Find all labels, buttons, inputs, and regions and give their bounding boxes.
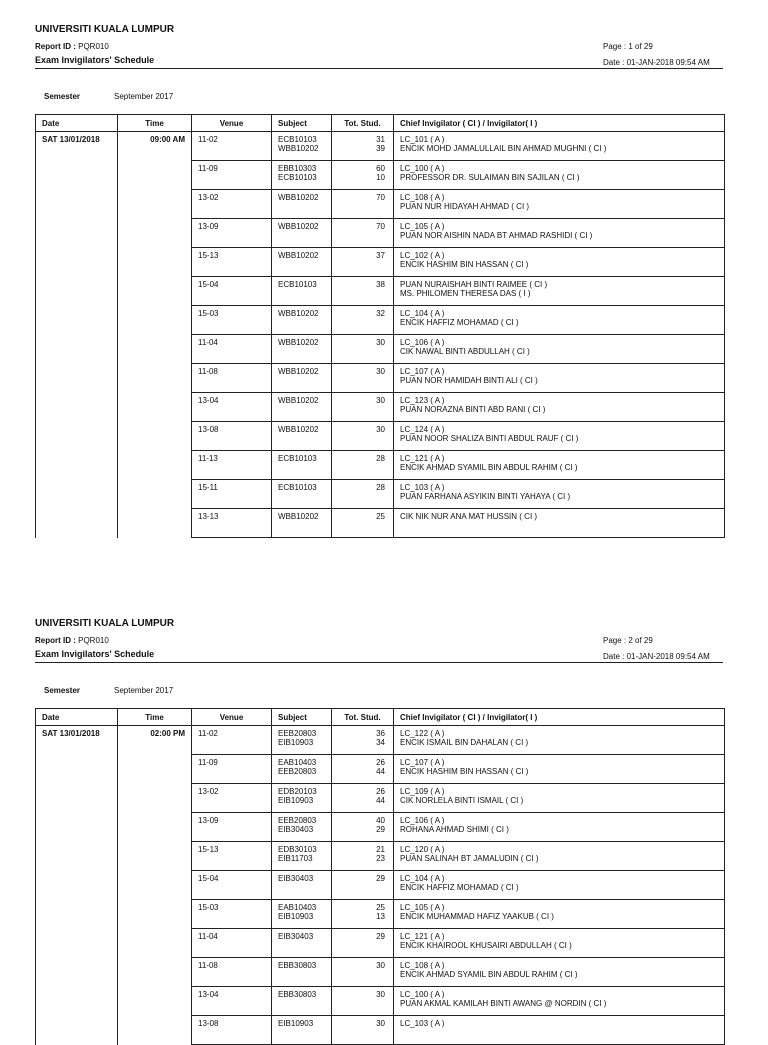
student-count-cell	[332, 842, 394, 871]
report-name: Exam Invigilators' Schedule	[35, 649, 155, 659]
exam-time: 09:00 AM	[118, 132, 192, 538]
subject-cell	[272, 813, 332, 842]
invigilator-cell	[394, 480, 725, 509]
venue-cell: 15-04	[192, 871, 272, 900]
col-header-venue: Venue	[192, 709, 272, 726]
invigilator-cell	[394, 277, 725, 306]
student-count: 23	[376, 854, 385, 863]
invigilator-entry: LC_101 ( A )	[400, 135, 445, 144]
invigilator-entry: ENCIK ISMAIL BIN DAHALAN ( CI )	[400, 738, 529, 747]
invigilator-cell	[394, 1016, 725, 1045]
subject-cell	[272, 393, 332, 422]
student-count: 26	[376, 758, 385, 767]
invigilator-entry: PUAN AKMAL KAMILAH BINTI AWANG @ NORDIN ( CI )	[400, 999, 607, 1008]
student-count-cell	[332, 929, 394, 958]
student-count: 28	[376, 483, 385, 492]
venue-cell: 11-13	[192, 451, 272, 480]
student-count: 44	[376, 767, 385, 776]
venue-cell: 13-09	[192, 813, 272, 842]
subject-cell	[272, 755, 332, 784]
student-count-cell	[332, 335, 394, 364]
subject-code: WBB10202	[278, 193, 319, 202]
subject-code: EIB30403	[278, 874, 314, 883]
col-header-total-students: Tot. Stud.	[332, 709, 394, 726]
subject-cell	[272, 451, 332, 480]
invigilator-entry: PUAN FARHANA ASYIKIN BINTI YAHAYA ( CI )	[400, 492, 571, 501]
invigilator-cell	[394, 190, 725, 219]
invigilator-entry: PUAN NOOR SHALIZA BINTI ABDUL RAUF ( CI )	[400, 434, 579, 443]
subject-code: EIB11703	[278, 854, 313, 863]
venue-cell: 15-03	[192, 306, 272, 335]
exam-date: SAT 13/01/2018	[36, 132, 118, 538]
header-divider	[35, 662, 723, 663]
report-header	[0, 594, 768, 695]
student-count: 44	[376, 796, 385, 805]
subject-cell	[272, 190, 332, 219]
subject-code: WBB10202	[278, 425, 319, 434]
student-count-cell	[332, 958, 394, 987]
invigilator-entry: PUAN NOR AISHIN NADA BT AHMAD RASHIDI ( CI )	[400, 231, 593, 240]
student-count: 70	[376, 193, 385, 202]
subject-code: EIB30403	[278, 932, 314, 941]
col-header-invigilators: Chief Invigilator ( CI ) / Invigilator( I )	[394, 115, 725, 132]
invigilator-entry: ENCIK HAFFIZ MOHAMAD ( CI )	[400, 883, 519, 892]
subject-code: EAB10403	[278, 903, 317, 912]
student-count-cell	[332, 422, 394, 451]
subject-code: EAB10403	[278, 758, 317, 767]
student-count-cell	[332, 900, 394, 929]
venue-cell: 15-11	[192, 480, 272, 509]
report-header	[0, 0, 768, 101]
invigilator-cell	[394, 871, 725, 900]
invigilator-entry: LC_121 ( A )	[400, 454, 445, 463]
invigilator-entry: LC_120 ( A )	[400, 845, 445, 854]
invigilator-cell	[394, 987, 725, 1016]
invigilator-cell	[394, 726, 725, 755]
invigilator-entry: LC_102 ( A )	[400, 251, 445, 260]
student-count: 30	[376, 1019, 385, 1028]
venue-cell: 15-13	[192, 842, 272, 871]
student-count-cell	[332, 451, 394, 480]
venue-cell: 11-09	[192, 755, 272, 784]
exam-time: 02:00 PM	[118, 726, 192, 1045]
col-header-subject: Subject	[272, 115, 332, 132]
invigilator-cell	[394, 900, 725, 929]
col-header-date: Date	[36, 115, 118, 132]
table-row	[36, 132, 725, 161]
subject-cell	[272, 929, 332, 958]
venue-cell: 13-08	[192, 422, 272, 451]
semester-value: September 2017	[114, 92, 174, 101]
invigilator-entry: LC_106 ( A )	[400, 816, 445, 825]
subject-code: ECB10103	[278, 454, 317, 463]
invigilator-entry: LC_103 ( A )	[400, 1019, 445, 1028]
university-name: UNIVERSITI KUALA LUMPUR	[35, 24, 175, 35]
invigilator-entry: ROHANA AHMAD SHIMI ( CI )	[400, 825, 509, 834]
invigilator-cell	[394, 132, 725, 161]
invigilator-entry: LC_107 ( A )	[400, 367, 445, 376]
col-header-venue: Venue	[192, 115, 272, 132]
subject-code: EIB10903	[278, 796, 314, 805]
semester-label: Semester	[44, 92, 81, 101]
subject-cell	[272, 277, 332, 306]
invigilator-cell	[394, 842, 725, 871]
venue-cell: 11-09	[192, 161, 272, 190]
table-header-row	[36, 709, 725, 726]
subject-code: ECB10103	[278, 173, 317, 182]
semester-label: Semester	[44, 686, 81, 695]
subject-code: EEB20803	[278, 729, 317, 738]
invigilator-entry: PUAN SALINAH BT JAMALUDIN ( CI )	[400, 854, 539, 863]
invigilator-cell	[394, 929, 725, 958]
invigilator-entry: LC_123 ( A )	[400, 396, 445, 405]
subject-code: EBB30803	[278, 990, 317, 999]
invigilator-cell	[394, 784, 725, 813]
invigilator-entry: LC_121 ( A )	[400, 932, 445, 941]
invigilator-entry: CIK NORLELA BINTI ISMAIL ( CI )	[400, 796, 524, 805]
subject-cell	[272, 161, 332, 190]
invigilator-entry: ENCIK HASHIM BIN HASSAN ( CI )	[400, 767, 529, 776]
col-header-time: Time	[118, 115, 192, 132]
student-count-cell	[332, 190, 394, 219]
report-page-1	[0, 0, 768, 521]
student-count: 40	[376, 816, 385, 825]
student-count-cell	[332, 1016, 394, 1045]
student-count-cell	[332, 306, 394, 335]
venue-cell: 13-02	[192, 190, 272, 219]
student-count: 30	[376, 425, 385, 434]
student-count: 10	[376, 173, 385, 182]
student-count-cell	[332, 132, 394, 161]
student-count: 25	[376, 512, 385, 521]
subject-cell	[272, 132, 332, 161]
invigilator-cell	[394, 509, 725, 538]
student-count-cell	[332, 248, 394, 277]
invigilator-cell	[394, 958, 725, 987]
invigilator-entry: ENCIK AHMAD SYAMIL BIN ABDUL RAHIM ( CI )	[400, 970, 578, 979]
venue-cell: 11-08	[192, 364, 272, 393]
col-header-invigilators: Chief Invigilator ( CI ) / Invigilator( I )	[394, 709, 725, 726]
subject-code: WBB10202	[278, 251, 319, 260]
subject-cell	[272, 958, 332, 987]
student-count-cell	[332, 393, 394, 422]
subject-cell	[272, 871, 332, 900]
student-count: 70	[376, 222, 385, 231]
invigilator-entry: LC_103 ( A )	[400, 483, 445, 492]
invigilator-entry: MS. PHILOMEN THERESA DAS ( I )	[400, 289, 531, 298]
venue-cell: 11-08	[192, 958, 272, 987]
student-count: 29	[376, 825, 385, 834]
invigilator-entry: PUAN NORAZNA BINTI ABD RANI ( CI )	[400, 405, 546, 414]
invigilator-entry: LC_100 ( A )	[400, 990, 445, 999]
subject-code: ECB10103	[278, 135, 317, 144]
subject-code: WBB10202	[278, 367, 319, 376]
invigilator-entry: LC_109 ( A )	[400, 787, 445, 796]
invigilator-cell	[394, 755, 725, 784]
student-count: 31	[376, 135, 385, 144]
venue-cell: 13-04	[192, 987, 272, 1016]
print-date: Date : 01-JAN-2018 09:54 AM	[603, 58, 710, 67]
invigilator-entry: LC_105 ( A )	[400, 222, 445, 231]
subject-cell	[272, 335, 332, 364]
subject-code: EDB20103	[278, 787, 317, 796]
invigilator-entry: ENCIK HASHIM BIN HASSAN ( CI )	[400, 260, 529, 269]
student-count: 30	[376, 396, 385, 405]
invigilator-entry: PUAN NURAISHAH BINTI RAIMEE ( CI )	[400, 280, 548, 289]
venue-cell: 11-02	[192, 726, 272, 755]
col-header-date: Date	[36, 709, 118, 726]
invigilator-entry: LC_124 ( A )	[400, 425, 445, 434]
subject-cell	[272, 726, 332, 755]
invigilator-entry: LC_104 ( A )	[400, 309, 445, 318]
invigilator-cell	[394, 364, 725, 393]
invigilator-cell	[394, 451, 725, 480]
student-count-cell	[332, 784, 394, 813]
invigilator-entry: LC_104 ( A )	[400, 874, 445, 883]
invigilator-cell	[394, 306, 725, 335]
col-header-subject: Subject	[272, 709, 332, 726]
page-number: Page : 1 of 29	[603, 42, 653, 51]
subject-cell	[272, 842, 332, 871]
exam-date: SAT 13/01/2018	[36, 726, 118, 1045]
subject-code: ECB10103	[278, 483, 317, 492]
subject-code: EIB10903	[278, 1019, 314, 1028]
subject-cell	[272, 422, 332, 451]
subject-code: WBB10202	[278, 144, 319, 153]
invigilator-entry: ENCIK AHMAD SYAMIL BIN ABDUL RAHIM ( CI )	[400, 463, 578, 472]
semester-value: September 2017	[114, 686, 174, 695]
student-count-cell	[332, 509, 394, 538]
subject-cell	[272, 509, 332, 538]
subject-code: ECB10103	[278, 280, 317, 289]
venue-cell: 15-04	[192, 277, 272, 306]
subject-cell	[272, 1016, 332, 1045]
subject-code: EDB30103	[278, 845, 317, 854]
subject-cell	[272, 248, 332, 277]
invigilator-entry: LC_105 ( A )	[400, 903, 445, 912]
report-page-2	[0, 594, 768, 1028]
student-count: 60	[376, 164, 385, 173]
invigilator-entry: LC_100 ( A )	[400, 164, 445, 173]
invigilator-table	[35, 114, 725, 538]
subject-code: WBB10202	[278, 338, 319, 347]
student-count: 37	[376, 251, 385, 260]
venue-cell: 11-04	[192, 335, 272, 364]
student-count: 13	[376, 912, 385, 921]
venue-cell: 15-03	[192, 900, 272, 929]
student-count: 26	[376, 787, 385, 796]
table-header-row	[36, 115, 725, 132]
invigilator-cell	[394, 161, 725, 190]
print-date: Date : 01-JAN-2018 09:54 AM	[603, 652, 710, 661]
student-count: 25	[376, 903, 385, 912]
student-count-cell	[332, 480, 394, 509]
invigilator-entry: PROFESSOR DR. SULAIMAN BIN SAJILAN ( CI )	[400, 173, 580, 182]
table-row	[36, 726, 725, 755]
invigilator-entry: LC_107 ( A )	[400, 758, 445, 767]
invigilator-entry: LC_108 ( A )	[400, 961, 445, 970]
invigilator-cell	[394, 248, 725, 277]
subject-code: WBB10202	[278, 512, 319, 521]
subject-cell	[272, 219, 332, 248]
student-count-cell	[332, 364, 394, 393]
subject-code: EIB30403	[278, 825, 314, 834]
student-count: 30	[376, 961, 385, 970]
subject-cell	[272, 306, 332, 335]
subject-code: EEB20803	[278, 816, 317, 825]
col-header-time: Time	[118, 709, 192, 726]
invigilator-entry: LC_122 ( A )	[400, 729, 445, 738]
page-number: Page : 2 of 29	[603, 636, 653, 645]
invigilator-cell	[394, 335, 725, 364]
subject-code: WBB10202	[278, 309, 319, 318]
student-count-cell	[332, 871, 394, 900]
col-header-total-students: Tot. Stud.	[332, 115, 394, 132]
student-count-cell	[332, 987, 394, 1016]
student-count: 30	[376, 990, 385, 999]
student-count-cell	[332, 755, 394, 784]
subject-cell	[272, 900, 332, 929]
venue-cell: 11-02	[192, 132, 272, 161]
subject-code: EEB20803	[278, 767, 317, 776]
subject-code: EBB30803	[278, 961, 317, 970]
subject-code: EBB10303	[278, 164, 317, 173]
student-count: 39	[376, 144, 385, 153]
university-name: UNIVERSITI KUALA LUMPUR	[35, 618, 175, 629]
report-name: Exam Invigilators' Schedule	[35, 55, 155, 65]
report-id: Report ID : PQR010	[35, 42, 109, 51]
student-count: 28	[376, 454, 385, 463]
subject-code: WBB10202	[278, 222, 319, 231]
invigilator-entry: ENCIK MUHAMMAD HAFIZ YAAKUB ( CI )	[400, 912, 554, 921]
subject-code: WBB10202	[278, 396, 319, 405]
invigilator-table	[35, 708, 725, 1045]
student-count: 34	[376, 738, 385, 747]
student-count: 38	[376, 280, 385, 289]
student-count: 36	[376, 729, 385, 738]
subject-cell	[272, 784, 332, 813]
student-count: 21	[376, 845, 385, 854]
venue-cell: 13-04	[192, 393, 272, 422]
report-id: Report ID : PQR010	[35, 636, 109, 645]
student-count-cell	[332, 219, 394, 248]
venue-cell: 13-13	[192, 509, 272, 538]
invigilator-entry: ENCIK MOHD JAMALULLAIL BIN AHMAD MUGHNI ( CI )	[400, 144, 607, 153]
venue-cell: 15-13	[192, 248, 272, 277]
invigilator-cell	[394, 219, 725, 248]
venue-cell: 13-09	[192, 219, 272, 248]
invigilator-cell	[394, 422, 725, 451]
venue-cell: 13-02	[192, 784, 272, 813]
subject-cell	[272, 987, 332, 1016]
invigilator-entry: CIK NIK NUR ANA MAT HUSSIN ( CI )	[400, 512, 538, 521]
invigilator-entry: PUAN NUR HIDAYAH AHMAD ( CI )	[400, 202, 530, 211]
student-count: 32	[376, 309, 385, 318]
invigilator-entry: CIK NAWAL BINTI ABDULLAH ( CI )	[400, 347, 530, 356]
subject-cell	[272, 364, 332, 393]
student-count-cell	[332, 161, 394, 190]
subject-cell	[272, 480, 332, 509]
student-count: 29	[376, 874, 385, 883]
subject-code: EIB10903	[278, 912, 314, 921]
invigilator-entry: LC_108 ( A )	[400, 193, 445, 202]
venue-cell: 11-04	[192, 929, 272, 958]
invigilator-cell	[394, 393, 725, 422]
invigilator-entry: ENCIK HAFFIZ MOHAMAD ( CI )	[400, 318, 519, 327]
header-divider	[35, 68, 723, 69]
invigilator-entry: LC_106 ( A )	[400, 338, 445, 347]
student-count: 29	[376, 932, 385, 941]
student-count-cell	[332, 277, 394, 306]
subject-code: EIB10903	[278, 738, 314, 747]
invigilator-cell	[394, 813, 725, 842]
invigilator-entry: PUAN NOR HAMIDAH BINTI ALI ( CI )	[400, 376, 538, 385]
venue-cell: 13-08	[192, 1016, 272, 1045]
student-count-cell	[332, 813, 394, 842]
student-count-cell	[332, 726, 394, 755]
student-count: 30	[376, 367, 385, 376]
student-count: 30	[376, 338, 385, 347]
invigilator-entry: ENCIK KHAIROOL KHUSAIRI ABDULLAH ( CI )	[400, 941, 572, 950]
